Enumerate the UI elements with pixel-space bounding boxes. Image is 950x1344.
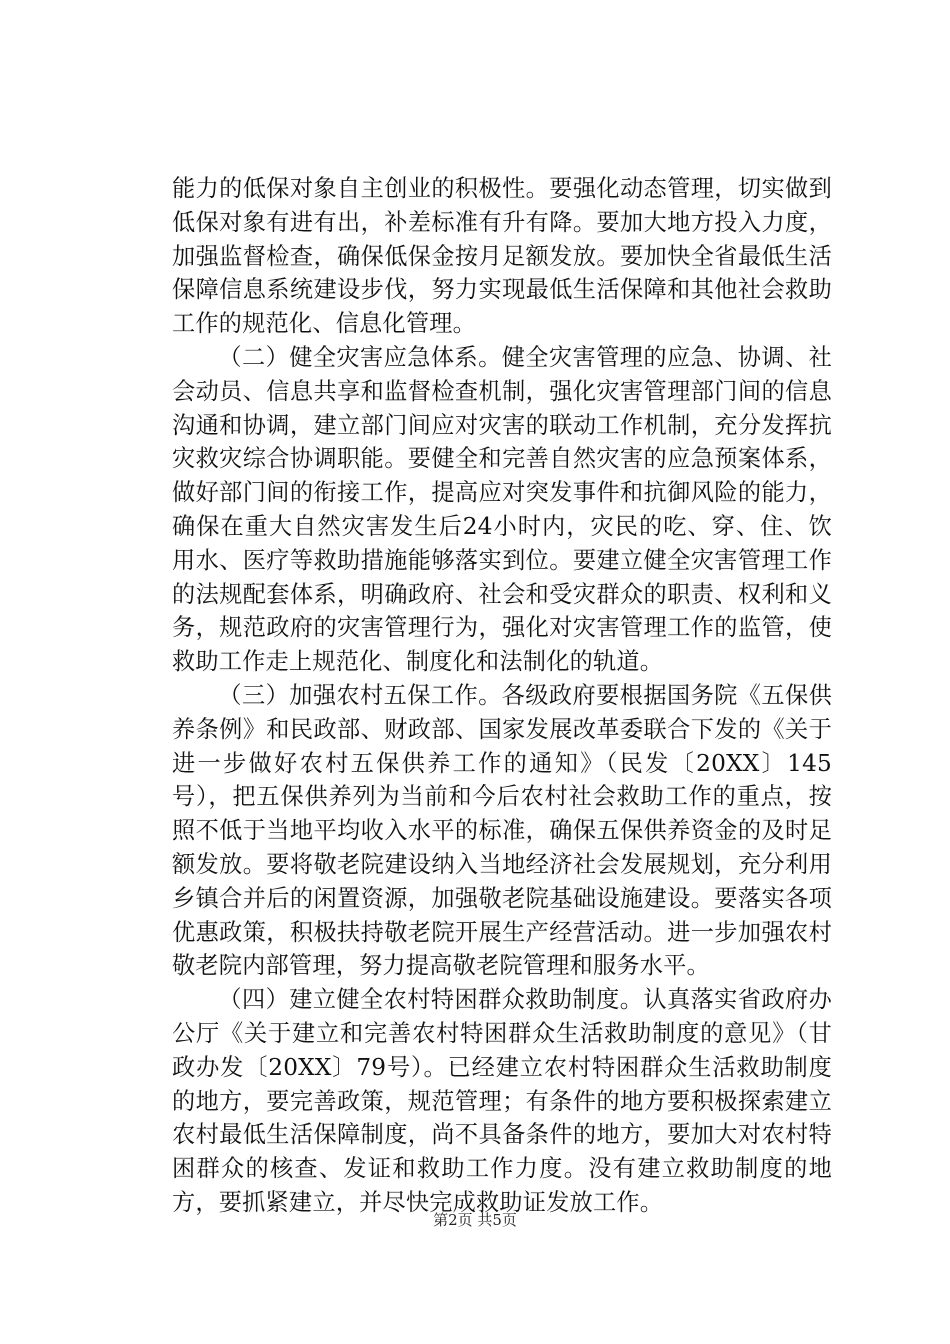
page-number-footer: 第2页 共5页 xyxy=(433,1211,517,1229)
paragraph-continuation: 能力的低保对象自主创业的积极性。要强化动态管理，切实做到低保对象有进有出，补差标准有升有降。要加大地方投入力度，加强监督检查，确保低保金按月足额发放。要加快全省最低生活保障信息系统建设步伐，努力实现最低生活保障和其他社会救助工作的规范化、信息化管理。 xyxy=(172,175,832,338)
document-body xyxy=(172,172,832,1220)
paragraph-rural-five-guarantees: （三）加强农村五保工作。各级政府要根据国务院《五保供养条例》和民政部、财政部、国家发展改革委联合下发的《关于进一步做好农村五保供养工作的通知》（民发〔20XX〕145号），把五保供养列为当前和今后农村社会救助工作的重点，按照不低于当地平均收入水平的标准，确保五保供养资金的及时足额发放。要将敬老院建设纳入当地经济社会发展规划，充分利用乡镇合并后的闲置资源，加强敬老院基础设施建设。要落实各项优惠政策，积极扶持敬老院开展生产经营活动。进一步加强农村敬老院内部管理，努力提高敬老院管理和服务水平。 xyxy=(172,681,832,980)
paragraph-rural-poverty-relief: （四）建立健全农村特困群众救助制度。认真落实省政府办公厅《关于建立和完善农村特困群众生活救助制度的意见》（甘政办发〔20XX〕79号）。已经建立农村特困群众生活救助制度的地方，要完善政策，规范管理；有条件的地方要积极探索建立农村最低生活保障制度，尚不具备条件的地方，要加大对农村特困群众的核查、发证和救助工作力度。没有建立救助制度的地方，要抓紧建立，并尽快完成救助证发放工作。 xyxy=(172,986,832,1216)
paragraph-disaster-emergency: （二）健全灾害应急体系。健全灾害管理的应急、协调、社会动员、信息共享和监督检查机制，强化灾害管理部门间的信息沟通和协调，建立部门间应对灾害的联动工作机制，充分发挥抗灾救灾综合协调职能。要健全和完善自然灾害的应急预案体系，做好部门间的衔接工作，提高应对突发事件和抗御风险的能力，确保在重大自然灾害发生后24小时内，灾民的吃、穿、住、饮用水、医疗等救助措施能够落实到位。要建立健全灾害管理工作的法规配套体系，明确政府、社会和受灾群众的职责、权利和义务，规范政府的灾害管理行为，强化对灾害管理工作的监管，使救助工作走上规范化、制度化和法制化的轨道。 xyxy=(172,343,832,676)
